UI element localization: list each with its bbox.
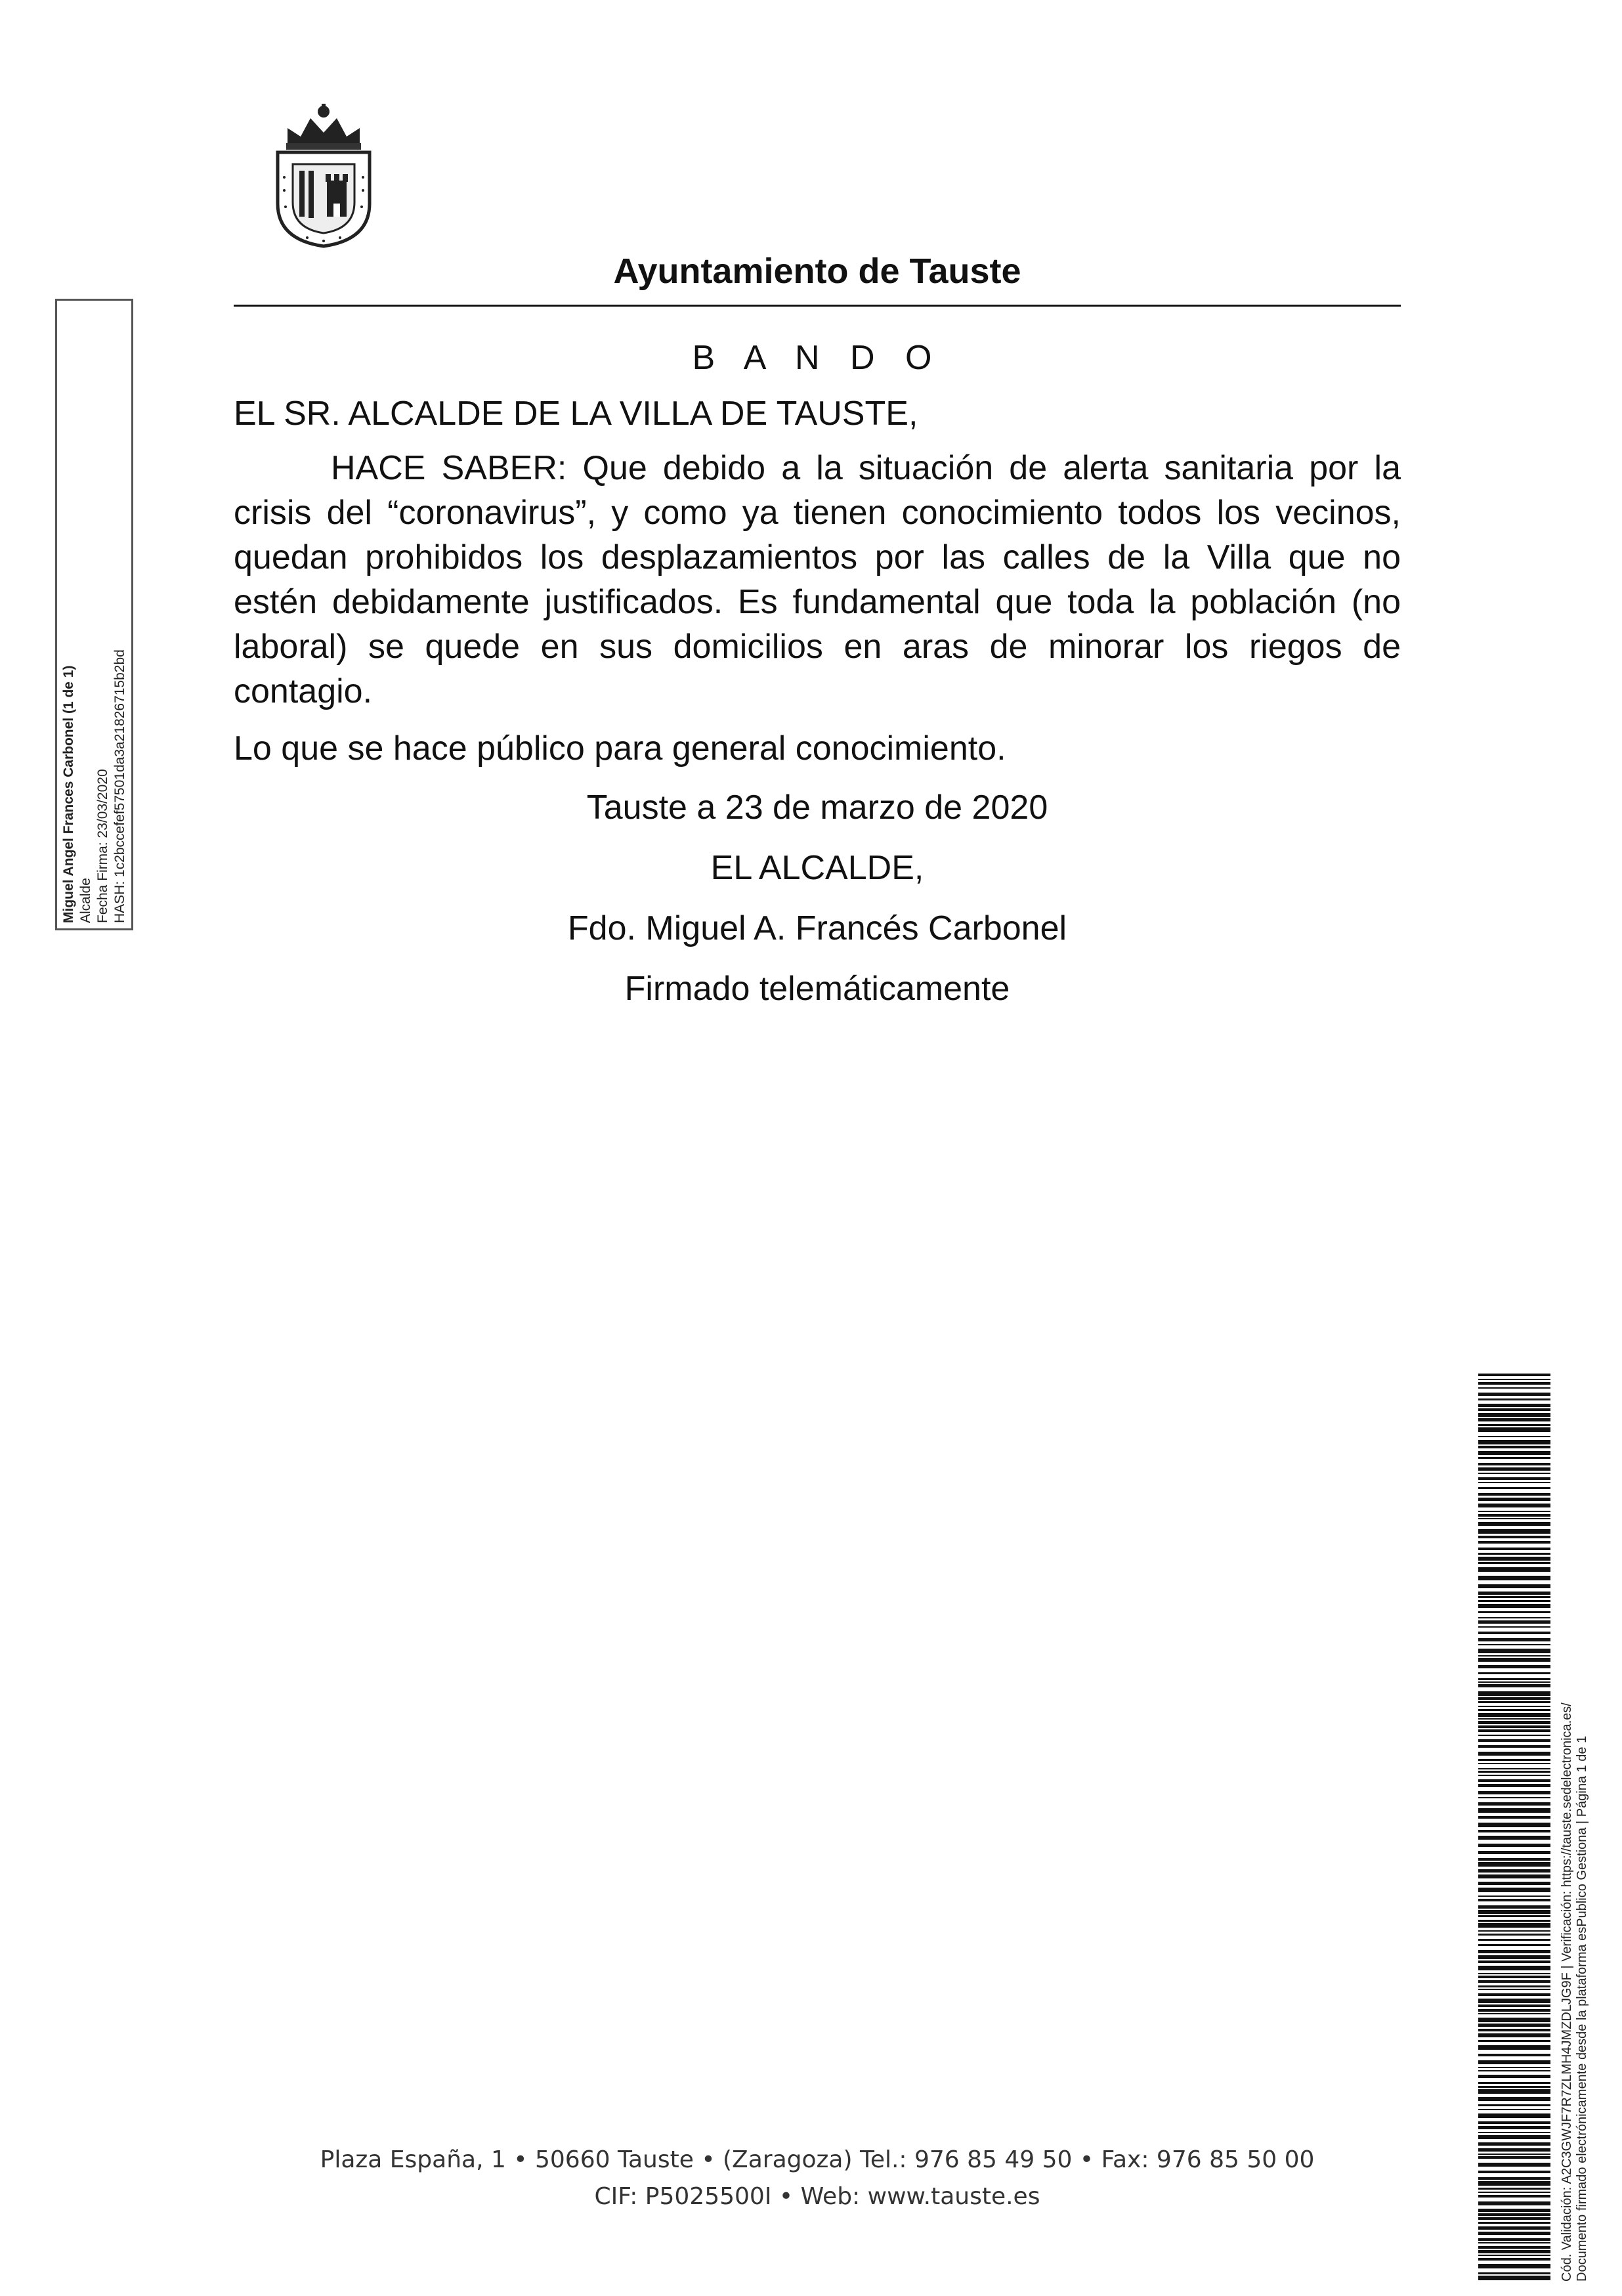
verification-line-2: Documento firmado electrónicamente desde la plataforma esPublico Gestiona | Página 1 de 1 [1575, 1735, 1589, 2282]
stamp-role: Alcalde [77, 878, 93, 923]
verification-line-1: Cód. Validación: A2C3GWJF7R7ZLMH4JMZDLJG9F | Verificación: https://tauste.sedelectronica.es/ [1560, 1702, 1574, 2282]
footer-cif-web: CIF: P5025500I • Web: www.tauste.es [594, 2183, 1040, 2210]
page-footer [234, 2142, 1401, 2215]
verification-text [1560, 1408, 1590, 2282]
footer-address: Plaza España, 1 • 50660 Tauste • (Zaragoza) Tel.: 976 85 49 50 • Fax: 976 85 50 00 [320, 2146, 1315, 2173]
signature-note: Firmado telemáticamente [624, 970, 1010, 1008]
addressee-line: EL SR. ALCALDE DE LA VILLA DE TAUSTE, [234, 395, 918, 433]
signer-role: EL ALCALDE, [710, 849, 924, 887]
publication-line: Lo que se hace público para general conocimiento. [234, 729, 1006, 768]
organization-title: Ayuntamiento de Tauste [613, 251, 1021, 291]
document-body [234, 332, 1401, 1012]
place-date: Tauste a 23 de marzo de 2020 [586, 789, 1048, 827]
announcement-paragraph [234, 446, 1401, 714]
header-divider [234, 305, 1401, 307]
barcode-icon [1478, 1374, 1550, 2284]
coat-of-arms-icon [268, 98, 379, 249]
signer-name: Fdo. Miguel A. Francés Carbonel [567, 909, 1067, 947]
stamp-signer: Miguel Angel Frances Carbonel (1 de 1) [60, 665, 76, 923]
announcement-text: HACE SABER: Que debido a la situación de alerta sanitaria por la crisis del “coronavirus”, y como ya tienen conocimiento todos los vecinos, quedan prohibidos los desplazamientos por las calles de la Villa que no estén debidamente justificados. Es fundamental que toda la población (no laboral) se quede en sus domicilios en aras de minorar los riegos de contagio. [234, 449, 1401, 710]
stamp-hash: HASH: 1c2bccefef57501da3a21826715b2bd [112, 649, 127, 923]
signature-stamp [55, 299, 133, 930]
verification-block [1559, 1405, 1590, 2285]
stamp-date: Fecha Firma: 23/03/2020 [95, 769, 110, 923]
signature-stamp-text [60, 306, 129, 923]
document-heading: B A N D O [692, 339, 943, 377]
